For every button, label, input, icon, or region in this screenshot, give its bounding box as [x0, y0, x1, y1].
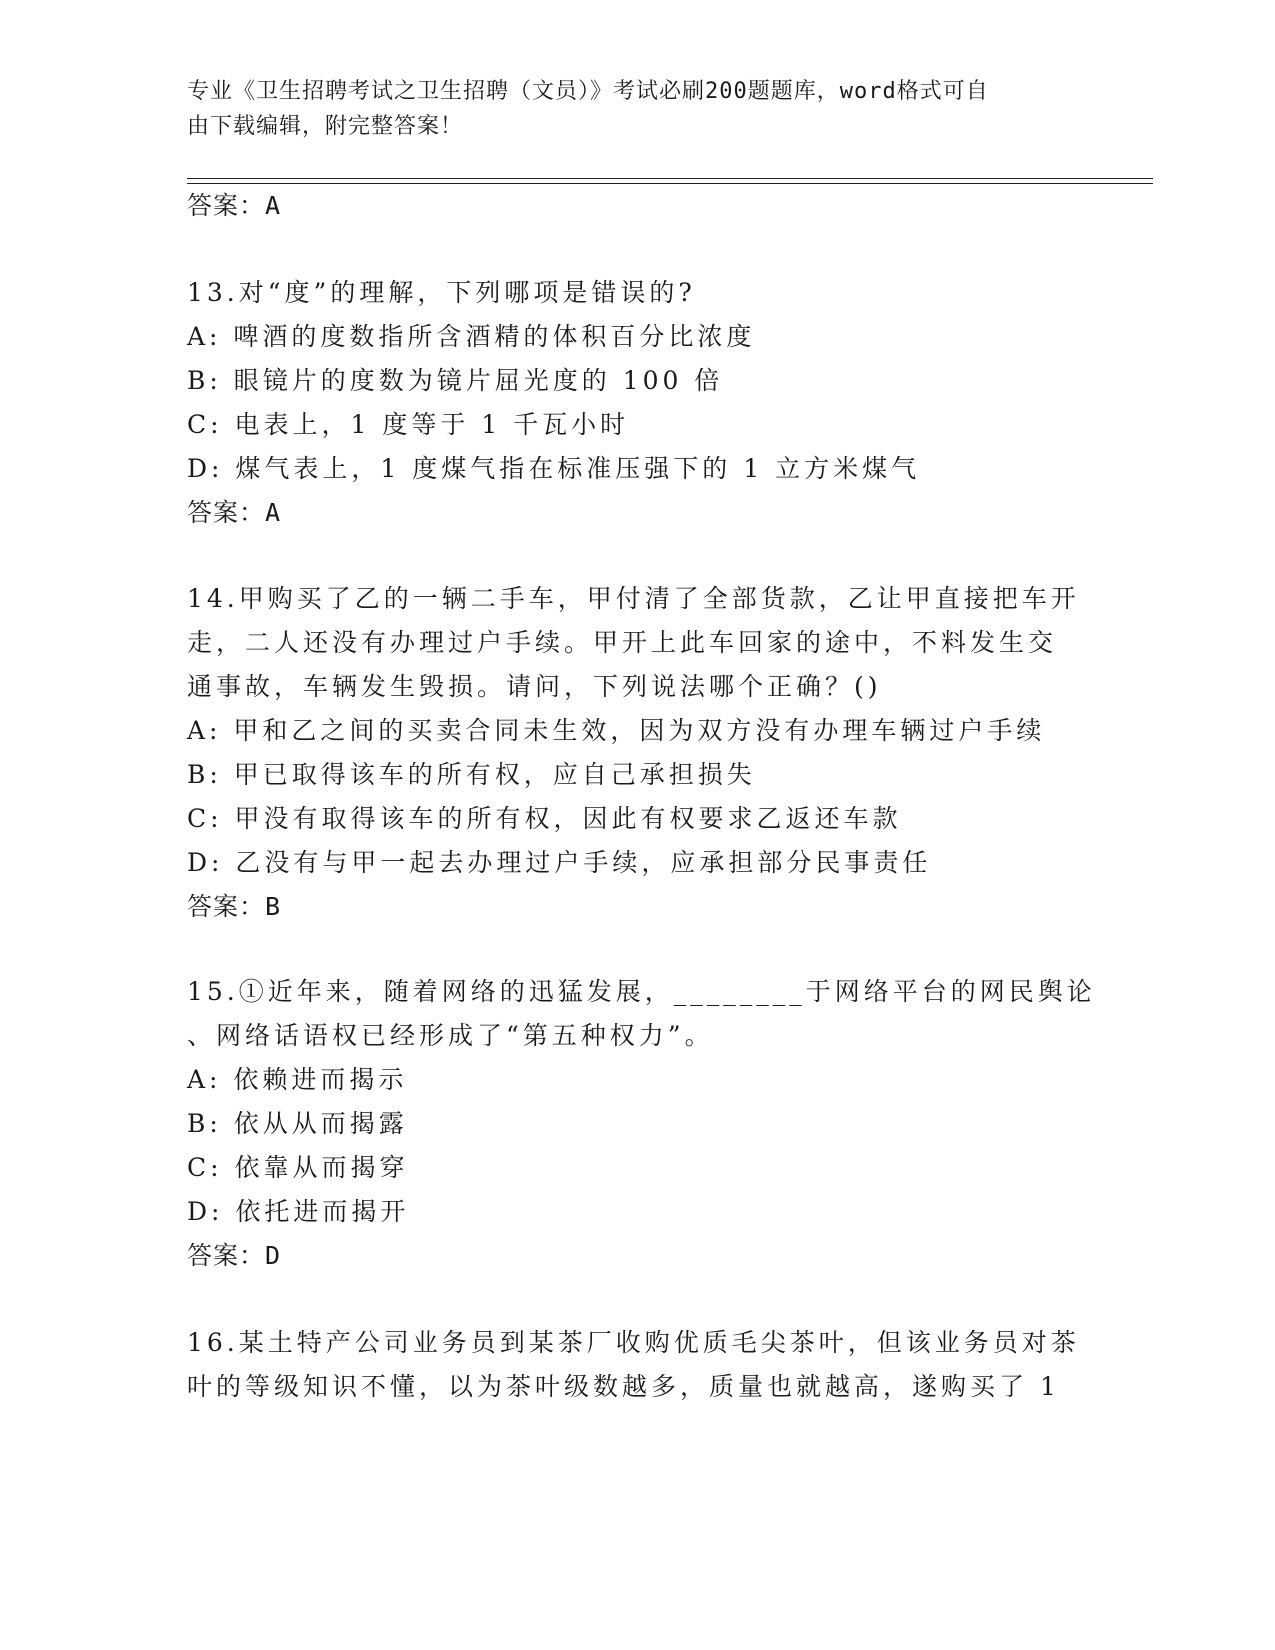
answer-q13: 答案：A: [187, 498, 282, 527]
option-c: C: 电表上，1 度等于 1 千瓦小时: [187, 410, 630, 439]
option-a: A: 甲和乙之间的买卖合同未生效，因为双方没有办理车辆过户手续: [187, 716, 1046, 745]
header-title-line-2: 由下载编辑，附完整答案！: [187, 114, 464, 139]
question-stem: 14.甲购买了乙的一辆二手车，甲付清了全部货款，乙让甲直接把车开: [187, 584, 1080, 613]
option-a: A: 啤酒的度数指所含酒精的体积百分比浓度: [187, 322, 756, 351]
question-stem: 叶的等级知识不懂，以为茶叶级数越多，质量也就越高，遂购买了 1: [187, 1372, 1060, 1401]
option-d: D: 依托进而揭开: [187, 1197, 410, 1226]
answer-q14: 答案：B: [187, 892, 282, 921]
question-stem: 、网络话语权已经形成了“第五种权力”。: [187, 1021, 714, 1050]
header-divider-bottom: [187, 183, 1153, 184]
option-c: C: 甲没有取得该车的所有权，因此有权要求乙返还车款: [187, 804, 902, 833]
option-b: B: 依从从而揭露: [187, 1109, 408, 1138]
header-divider-top: [187, 178, 1153, 179]
option-b: B: 甲已取得该车的所有权，应自己承担损失: [187, 760, 756, 789]
option-d: D: 乙没有与甲一起去办理过户手续，应承担部分民事责任: [187, 848, 932, 877]
answer-q12: 答案：A: [187, 191, 282, 220]
question-stem: 15.①近年来，随着网络的迅猛发展，________于网络平台的网民舆论: [187, 977, 1096, 1006]
question-stem: 16.某土特产公司业务员到某茶厂收购优质毛尖茶叶，但该业务员对茶: [187, 1328, 1080, 1357]
header-title-line-1: 专业《卫生招聘考试之卫生招聘（文员）》考试必刷200题题库，word格式可自: [187, 79, 989, 104]
question-stem: 走，二人还没有办理过户手续。甲开上此车回家的途中，不料发生交: [187, 628, 1058, 657]
question-stem: 13.对“度”的理解，下列哪项是错误的?: [187, 278, 696, 307]
option-b: B: 眼镜片的度数为镜片屈光度的 100 倍: [187, 366, 724, 395]
option-d: D: 煤气表上，1 度煤气指在标准压强下的 1 立方米煤气: [187, 454, 921, 483]
question-stem: 通事故，车辆发生毁损。请问，下列说法哪个正确？(): [187, 672, 882, 701]
option-c: C: 依靠从而揭穿: [187, 1153, 409, 1182]
option-a: A: 依赖进而揭示: [187, 1065, 408, 1094]
answer-q15: 答案：D: [187, 1241, 282, 1270]
document-header: [187, 74, 1067, 144]
